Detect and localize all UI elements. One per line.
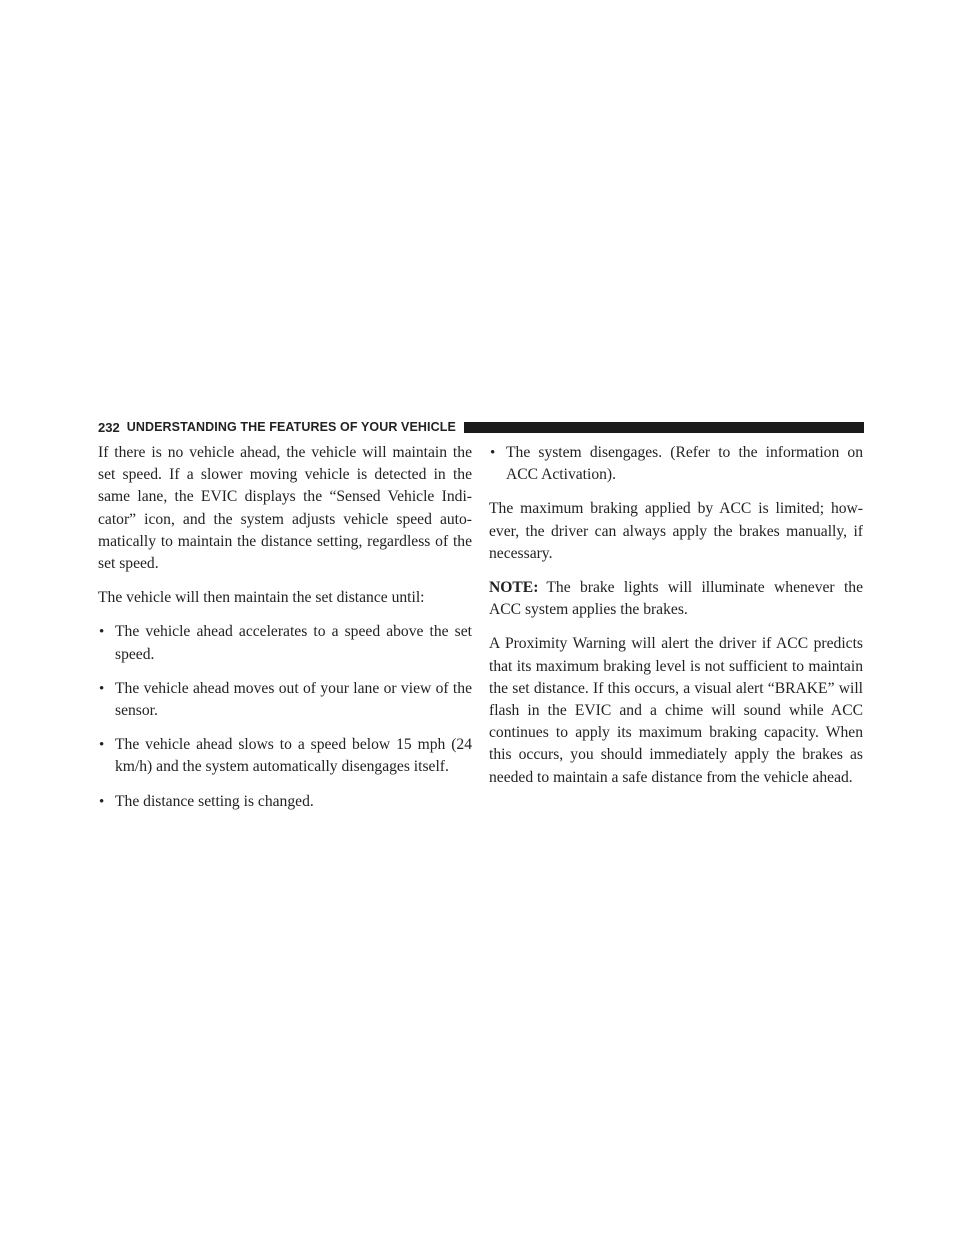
paragraph: The vehicle will then maintain the set distance until:	[98, 589, 425, 607]
bullet-text: The vehicle ahead accelerates to a speed above the set speed.	[115, 623, 472, 663]
note-paragraph	[489, 577, 863, 621]
bullet-item	[98, 621, 472, 665]
bullet-icon: •	[99, 624, 105, 641]
bullet-text: The system disengages. (Refer to the information on ACC Activation).	[506, 444, 863, 484]
paragraph: If there is no vehicle ahead, the vehicle will maintain the set speed. If a slower moving vehicle is detected in the same lane, the EVIC displays the “Sensed Vehicle Indi-cator” icon, and the system adjusts vehicle speed auto-matically to maintain the distance setting, regardless of the set speed.	[98, 444, 472, 573]
bullet-item	[98, 791, 472, 813]
left-column	[98, 442, 472, 825]
page-number: 232	[98, 419, 120, 435]
bullet-text: The distance setting is changed.	[115, 792, 314, 810]
header-rule	[464, 422, 864, 433]
bullet-text: The vehicle ahead moves out of your lane or view of the sensor.	[115, 679, 472, 720]
bullet-icon: •	[99, 737, 105, 754]
note-label: NOTE:	[489, 579, 539, 597]
bullet-icon: •	[99, 793, 105, 810]
paragraph: A Proximity Warning will alert the driver if ACC predicts that its maximum braking level is not sufficient to maintain the set distance. If this occurs, a visual alert “BRAKE” will flash in the EVIC and a chime will sound while ACC continues to apply its maximum braking capacity. When this occurs, you should immediately apply the brakes as needed to maintain a safe distance from the vehicle ahead.	[489, 635, 863, 786]
note-text: The brake lights will illuminate whenever the ACC system applies the brakes.	[489, 579, 863, 619]
paragraph: The maximum braking applied by ACC is limited; how-ever, the driver can always apply the brakes manually, if necessary.	[489, 500, 863, 562]
bullet-icon: •	[490, 445, 496, 461]
page-header	[98, 416, 864, 438]
right-column	[489, 442, 863, 801]
bullet-item	[489, 442, 863, 486]
bullet-icon: •	[99, 680, 105, 697]
bullet-item	[98, 734, 472, 778]
section-title: UNDERSTANDING THE FEATURES OF YOUR VEHICLE	[126, 420, 456, 434]
bullet-text: The vehicle ahead slows to a speed below 15 mph (24 km/h) and the system automatically disengages itself.	[115, 736, 472, 776]
bullet-item	[98, 678, 472, 722]
